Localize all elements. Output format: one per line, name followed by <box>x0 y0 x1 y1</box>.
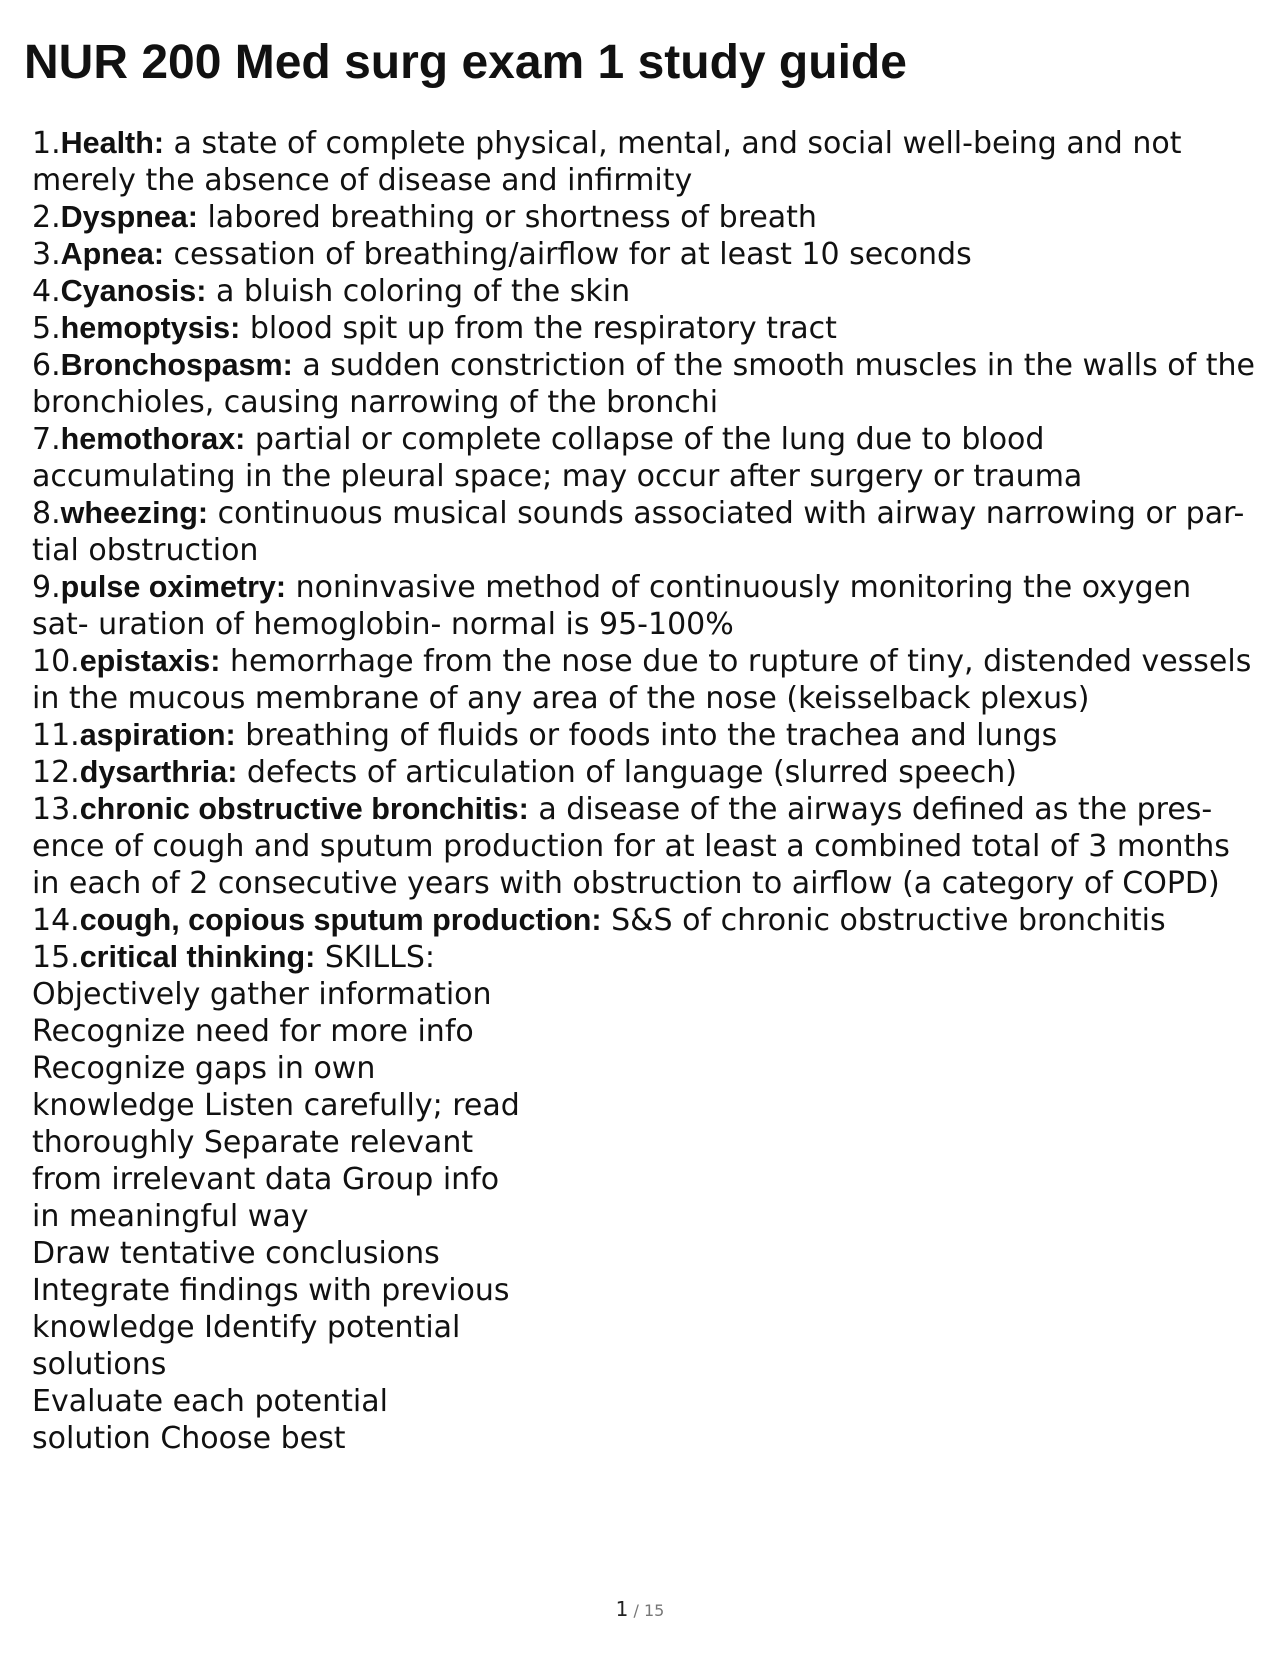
page-total: / 15 <box>633 1601 665 1620</box>
item-term: Cyanosis: <box>60 274 207 308</box>
item-definition: hemorrhage from the nose due to rupture of tiny, distended vessels in the mucous membrane of any area of the nose (keisselback plexus) <box>32 644 1252 716</box>
item-definition: a state of complete physical, mental, and social well-being and not merely the absence of disease and infirmity <box>32 126 1182 198</box>
item-number: 4. <box>32 274 61 309</box>
item-term: cough, copious sputum production: <box>79 903 602 937</box>
item-number: 13. <box>32 792 80 827</box>
item-term: epistaxis: <box>79 644 221 678</box>
skills-line: Integrate findings with previous <box>32 1273 510 1308</box>
item-number: 15. <box>32 940 80 975</box>
skills-line: solutions <box>32 1347 167 1382</box>
skills-line: solution Choose best <box>32 1421 346 1456</box>
item-definition: a disease of the airways defined as the pres- ence of cough and sputum production for at least a combined total of 3 months in each of 2 consecutive years with obstruction to airflow (a category of COPD) <box>32 792 1230 901</box>
skills-list <box>32 976 1257 1457</box>
item-number: 11. <box>32 718 80 753</box>
item-term: aspiration: <box>79 718 236 752</box>
item-number: 7. <box>32 422 61 457</box>
item-number: 1. <box>32 126 61 161</box>
item-definition: continuous musical sounds associated with airway narrowing or par- tial obstruction <box>32 496 1245 568</box>
item-term: hemothorax: <box>60 422 246 456</box>
item-definition: cessation of breathing/airflow for at least 10 seconds <box>173 237 972 272</box>
list-item <box>32 273 1257 310</box>
item-number: 14. <box>32 903 80 938</box>
item-number: 10. <box>32 644 80 679</box>
item-term: critical thinking: <box>79 940 316 974</box>
item-number: 5. <box>32 311 61 346</box>
list-item <box>32 717 1257 754</box>
item-definition: breathing of fluids or foods into the trachea and lungs <box>245 718 1058 753</box>
list-item <box>32 939 1257 1457</box>
skills-line: Evaluate each potential <box>32 1384 388 1419</box>
list-item <box>32 125 1257 199</box>
list-item <box>32 495 1257 569</box>
item-term: Dyspnea: <box>60 200 198 234</box>
item-definition: S&S of chronic obstructive bronchitis <box>611 903 1166 938</box>
item-term: pulse oximetry: <box>60 570 287 604</box>
item-number: 9. <box>32 570 61 605</box>
page-indicator <box>0 1597 1280 1621</box>
item-definition: a bluish coloring of the skin <box>215 274 631 309</box>
item-definition: defects of articulation of language (slurred speech) <box>246 755 1018 790</box>
item-definition: SKILLS: <box>324 940 435 975</box>
definition-list <box>32 125 1257 1457</box>
list-item <box>32 347 1257 421</box>
item-definition: partial or complete collapse of the lung due to blood accumulating in the pleural space; may occur after surgery or trauma <box>32 422 1083 494</box>
skills-line: knowledge Listen carefully; read <box>32 1088 520 1123</box>
item-number: 6. <box>32 348 61 383</box>
list-item <box>32 643 1257 717</box>
skills-line: Recognize gaps in own <box>32 1051 376 1086</box>
item-number: 2. <box>32 200 61 235</box>
list-item <box>32 421 1257 495</box>
skills-line: Objectively gather information <box>32 977 492 1012</box>
skills-line: Draw tentative conclusions <box>32 1236 440 1271</box>
skills-line: knowledge Identify potential <box>32 1310 461 1345</box>
skills-line: thoroughly Separate relevant <box>32 1125 474 1160</box>
item-definition: noninvasive method of continuously monitoring the oxygen sat- uration of hemoglobin- normal is 95-100% <box>32 570 1192 642</box>
skills-line: in meaningful way <box>32 1199 309 1234</box>
item-term: dysarthria: <box>79 755 238 789</box>
skills-line: Recognize need for more info <box>32 1014 474 1049</box>
item-number: 3. <box>32 237 61 272</box>
list-item <box>32 199 1257 236</box>
skills-line: from irrelevant data Group info <box>32 1162 500 1197</box>
item-term: chronic obstructive bronchitis: <box>79 792 529 826</box>
list-item <box>32 791 1257 902</box>
list-item <box>32 902 1257 939</box>
list-item <box>32 754 1257 791</box>
item-term: Apnea: <box>60 237 164 271</box>
page-title: NUR 200 Med surg exam 1 study guide <box>24 36 907 89</box>
item-term: hemoptysis: <box>60 311 241 345</box>
list-item <box>32 236 1257 273</box>
list-item <box>32 310 1257 347</box>
item-definition: labored breathing or shortness of breath <box>207 200 817 235</box>
item-number: 12. <box>32 755 80 790</box>
item-number: 8. <box>32 496 61 531</box>
page-current: 1 <box>615 1597 629 1621</box>
item-term: Bronchospasm: <box>60 348 293 382</box>
item-definition: blood spit up from the respiratory tract <box>249 311 837 346</box>
item-definition: a sudden constriction of the smooth muscles in the walls of the bronchioles, causing narrowing of the bronchi <box>32 348 1255 420</box>
item-term: wheezing: <box>60 496 209 530</box>
item-term: Health: <box>60 126 164 160</box>
list-item <box>32 569 1257 643</box>
